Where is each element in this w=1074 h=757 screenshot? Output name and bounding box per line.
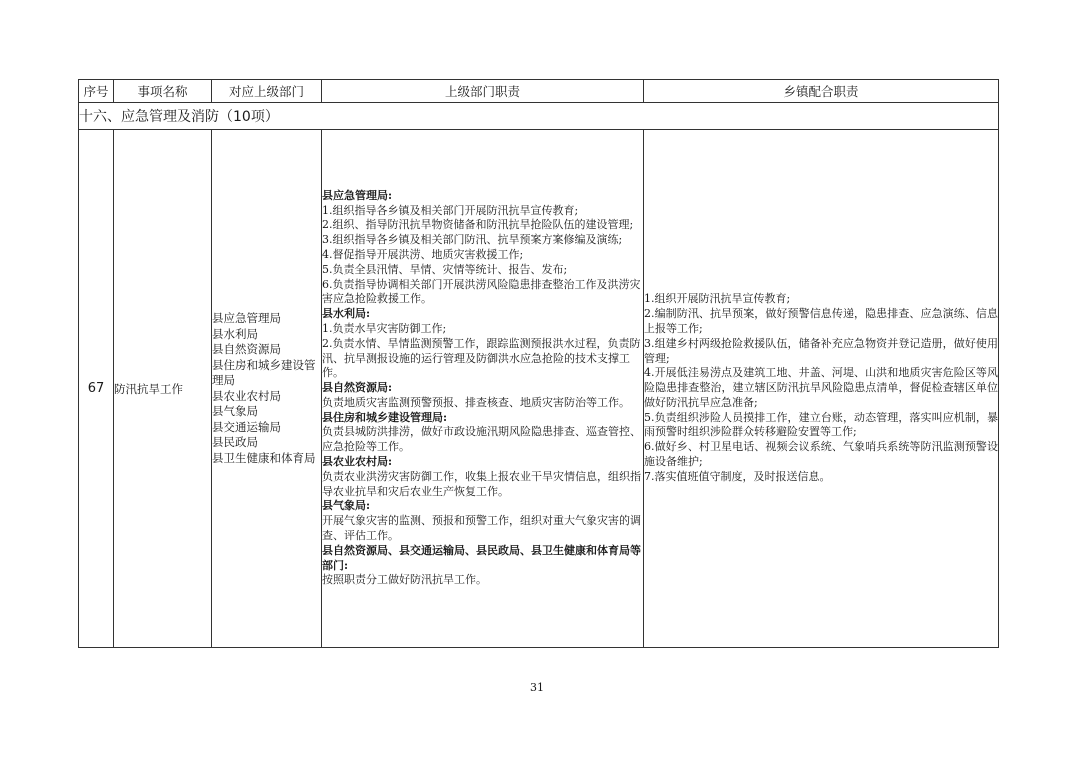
header-cell-township-duties: 乡镇配合职责 xyxy=(644,80,999,103)
department-item: 县住房和城乡建设管理局 xyxy=(212,357,316,387)
superior-duty-line: 2.负责水情、旱情监测预警工作，跟踪监测预报洪水过程，负责防汛、抗旱测报设施的运行管理及防御洪水应急抢险的技术支撑工作。 xyxy=(322,336,641,380)
header-cell-number: 序号 xyxy=(79,80,114,103)
superior-org-heading: 县自然资源局: xyxy=(322,381,393,395)
superior-org-heading: 县农业农村局: xyxy=(322,455,393,469)
header-row xyxy=(79,80,999,103)
row-number: 67 xyxy=(79,130,114,648)
header-cell-department: 对应上级部门 xyxy=(212,80,322,103)
superior-duty-line: 4.督促指导开展洪涝、地质灾害救援工作; xyxy=(322,247,524,261)
section-title: 十六、应急管理及消防（10项） xyxy=(79,103,999,130)
page-number: 31 xyxy=(530,681,544,694)
superior-duties-cell xyxy=(322,130,644,648)
superior-org-heading: 县气象局: xyxy=(322,499,371,513)
responsibility-table xyxy=(78,79,999,648)
township-duty-line: 6.做好乡、村卫星电话、视频会议系统、气象哨兵系统等防汛监测预警设施设备维护; xyxy=(644,440,998,469)
superior-org-heading: 县住房和城乡建设管理局: xyxy=(322,410,448,424)
superior-duty-line: 负责农业洪涝灾害防御工作，收集上报农业干旱灾情信息，组织指导农业抗旱和灾后农业生产恢复工作。 xyxy=(322,469,641,498)
township-duties-cell xyxy=(644,130,999,648)
superior-duty-line: 5.负责全县汛情、旱情、灾情等统计、报告、发布; xyxy=(322,262,568,276)
superior-duty-line: 2.组织、指导防汛抗旱物资储备和防汛抗旱抢险队伍的建设管理; xyxy=(322,218,634,232)
superior-org-heading: 县水利局: xyxy=(322,307,371,321)
department-item: 县交通运输局 xyxy=(212,419,281,434)
superior-duty-line: 负责县城防洪排涝，做好市政设施汛期风险隐患排查、巡查管控、应急抢险等工作。 xyxy=(322,425,641,454)
superior-duty-line: 1.组织指导各乡镇及相关部门开展防汛抗旱宣传教育; xyxy=(322,203,579,217)
department-item: 县自然资源局 xyxy=(212,342,281,356)
table-row xyxy=(79,130,999,648)
superior-org-heading: 县应急管理局: xyxy=(322,188,393,202)
superior-duty-line: 3.组织指导各乡镇及相关部门防汛、抗旱预案方案修编及演练; xyxy=(322,233,623,247)
superior-duty-line: 负责地质灾害监测预警预报、排查核查、地质灾害防治等工作。 xyxy=(322,395,630,409)
header-cell-superior-duties: 上级部门职责 xyxy=(322,80,644,103)
superior-duty-line: 1.负责水旱灾害防御工作; xyxy=(322,321,447,335)
row-departments xyxy=(212,130,322,648)
superior-duty-line: 开展气象灾害的监测、预报和预警工作，组织对重大气象灾害的调查、评估工作。 xyxy=(322,514,641,543)
department-item: 县气象局 xyxy=(212,404,258,418)
department-item: 县水利局 xyxy=(212,326,258,341)
township-duty-line: 1.组织开展防汛抗旱宣传教育; xyxy=(644,292,791,306)
section-row xyxy=(79,103,999,130)
township-duty-line: 2.编制防汛、抗旱预案，做好预警信息传递，隐患排查、应急演练、信息上报等工作; xyxy=(644,307,998,335)
township-duty-line: 4.开展低洼易涝点及建筑工地、井盖、河堤、山洪和地质灾害危险区等风险隐患排查整治，建立辖区防汛抗旱风险隐患点清单，督促检查辖区单位做好防汛抗旱应急准备; xyxy=(644,366,998,409)
township-duty-line: 5.负责组织涉险人员摸排工作，建立台账，动态管理，落实叫应机制，暴雨预警时组织涉险群众转移避险安置等工作; xyxy=(644,410,998,439)
department-item: 县民政局 xyxy=(212,435,258,449)
township-duty-line: 3.组建乡村两级抢险救援队伍，储备补充应急物资并登记造册，做好使用管理; xyxy=(644,336,998,365)
header-cell-item-name: 事项名称 xyxy=(114,80,212,103)
department-item: 县应急管理局 xyxy=(212,311,281,325)
township-duty-line: 7.落实值班值守制度，及时报送信息。 xyxy=(644,469,831,483)
superior-duty-line: 按照职责分工做好防汛抗旱工作。 xyxy=(322,573,487,587)
row-item-name: 防汛抗旱工作 xyxy=(114,130,212,648)
superior-org-heading: 县自然资源局、县交通运输局、县民政局、县卫生健康和体育局等部门: xyxy=(322,543,641,572)
superior-duty-line: 6.负责指导协调相关部门开展洪涝风险隐患排查整治工作及洪涝灾害应急抢险救援工作。 xyxy=(322,277,641,306)
department-item: 县农业农村局 xyxy=(212,388,281,403)
department-item: 县卫生健康和体育局 xyxy=(212,450,316,465)
